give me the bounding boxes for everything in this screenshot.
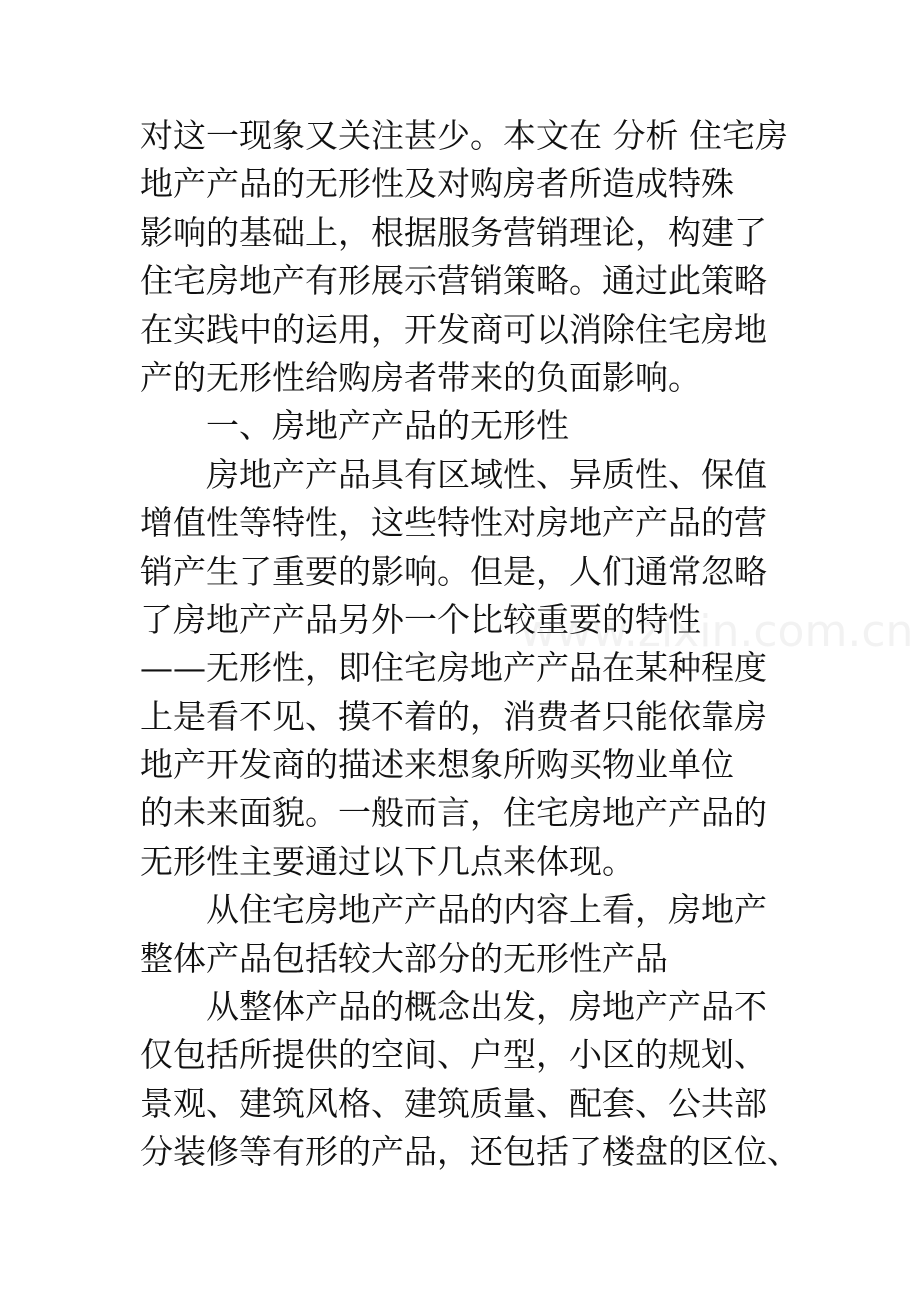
- text-line: 销产生了重要的影响。但是，人们通常忽略: [140, 551, 767, 591]
- text-line: 对这一现象又关注甚少。本文在 分析 住宅房: [140, 116, 788, 155]
- text-line: 景观、建筑风格、建筑质量、配套、公共部: [140, 1083, 767, 1123]
- text-line: 从整体产品的概念出发，房地产产品不: [206, 987, 767, 1027]
- text-line: 地产开发商的描述来想象所购买物业单位: [140, 745, 734, 785]
- text-line: ——无形性，即住宅房地产产品在某种程度: [140, 648, 767, 688]
- text-line: 增值性等特性，这些特性对房地产产品的营: [140, 503, 767, 543]
- text-line: 从住宅房地产产品的内容上看，房地产: [206, 890, 767, 930]
- text-line: 的未来面貌。一般而言，住宅房地产产品的: [140, 793, 767, 833]
- text-line: 地产产品的无形性及对购房者所造成特殊: [140, 164, 734, 204]
- text-line: 影响的基础上，根据服务营销理论，构建了: [140, 212, 767, 252]
- text-line: 上是看不见、摸不着的，消费者只能依靠房: [140, 696, 767, 736]
- text-line: 在实践中的运用，开发商可以消除住宅房地: [140, 309, 767, 349]
- text-line: 仅包括所提供的空间、户型，小区的规划、: [140, 1035, 767, 1075]
- document-body: [140, 112, 800, 1177]
- text-line: 住宅房地产有形展示营销策略。通过此策略: [140, 261, 767, 301]
- text-line: 了房地产产品另外一个比较重要的特性: [140, 599, 701, 639]
- text-line: 房地产产品具有区域性、异质性、保值: [206, 454, 767, 494]
- text-line: 一、房地产产品的无形性: [206, 406, 569, 446]
- text-line: 整体产品包括较大部分的无形性产品: [140, 938, 668, 978]
- text-line: 产的无形性给购房者带来的负面影响。: [140, 357, 701, 397]
- watermark: www.zixin.com.cn: [520, 606, 914, 657]
- text-line: 分装修等有形的产品，还包括了楼盘的区位、: [140, 1132, 800, 1172]
- text-line: 无形性主要通过以下几点来体现。: [140, 841, 635, 881]
